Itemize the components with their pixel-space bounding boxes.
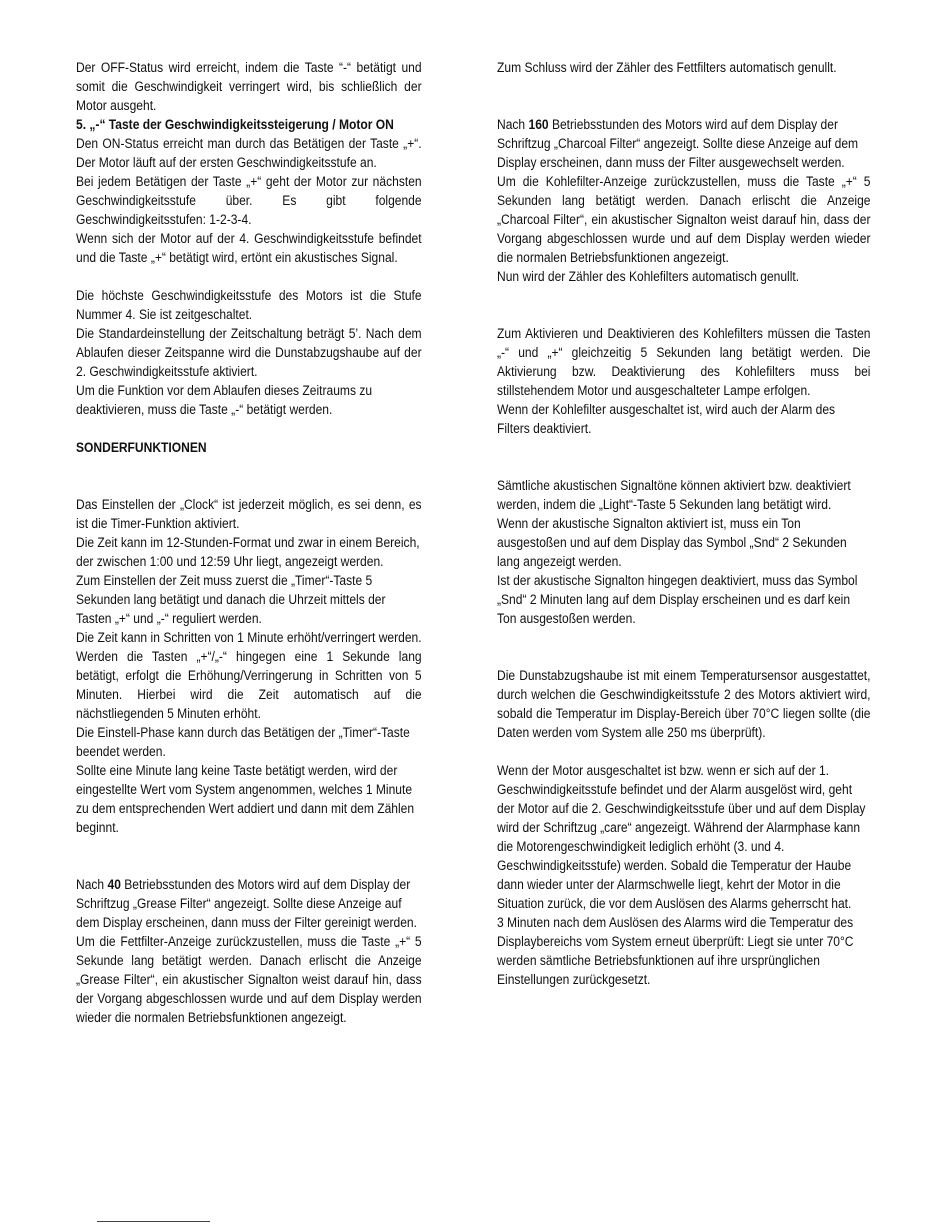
paragraph-grease-counter-reset: Zum Schluss wird der Zähler des Fettfilters automatisch genullt. [497, 60, 837, 75]
paragraph-alarm-recheck: 3 Minuten nach dem Auslösen des Alarms wird die Temperatur des Displaybereichs vom System erneut überprüft: Liegt sie unter 70°C werden sämtliche Betriebsfunktionen auf ihre ursprünglichen Einstellungen zurückgesetzt. [497, 915, 854, 987]
paragraph-charcoal-activation: Zum Aktivieren und Deaktivieren des Kohlefilters müssen die Tasten „-“ und „+“ gleichzeitig 5 Sekunden lang betätigt werden. Die Aktivierung bzw. Deaktivierung des Kohlefilters muss bei stillstehendem Motor und ausgeschalteter Lampe erfolgen. [497, 326, 871, 398]
paragraph-charcoal-counter-reset: Nun wird der Zähler des Kohlefilters automatisch genullt. [497, 269, 800, 284]
grease-rest: Betriebsstunden des Motors wird auf dem Display der Schriftzug „Grease Filter“ angezeigt. Sollte diese Anzeige auf dem Display erscheinen, dann muss der Filter gereinigt werden. [76, 877, 417, 930]
section-heading-special-functions: SONDERFUNKTIONEN [76, 440, 207, 455]
grease-lead: Nach [76, 877, 108, 892]
paragraph-speed-4-signal: Wenn sich der Motor auf der 4. Geschwindigkeitsstufe befindet und die Taste „+“ betätigt wird, ertönt ein akustisches Signal. [76, 231, 422, 265]
left-column [76, 58, 422, 1027]
paragraph-clock-setting: Das Einstellen der „Clock“ ist jederzeit möglich, es sei denn, es ist die Timer-Funktion aktiviert. [76, 497, 422, 531]
paragraph-clock-end: Die Einstell-Phase kann durch das Betätigen der „Timer“-Taste beendet werden. [76, 725, 410, 759]
paragraph-clock-timeout: Sollte eine Minute lang keine Taste betätigt werden, wird der eingestellte Wert vom System angenommen, welches 1 Minute zu dem entsprechenden Wert addiert und dann mit dem Zählen beginnt. [76, 763, 415, 835]
paragraph-deactivate-timer: Um die Funktion vor dem Ablaufen dieses Zeitraums zu deaktivieren, muss die Taste „-“ betätigt werden. [76, 383, 373, 417]
paragraph-charcoal-filter-alert [497, 115, 871, 172]
paragraph-speed-steps: Bei jedem Betätigen der Taste „+“ geht der Motor zur nächsten Geschwindigkeitsstufe über. Es gibt folgende Geschwindigkeitsstufen: 1-2-3-4. [76, 174, 422, 227]
grease-filter-hours: 40 [107, 877, 121, 892]
paragraph-grease-filter-alert [76, 875, 422, 932]
paragraph-timer-default: Die Standardeinstellung der Zeitschaltung beträgt 5’. Nach dem Ablaufen dieser Zeitspanne wird die Dunstabzugshaube auf der 2. Geschwindigkeitsstufe aktiviert. [76, 326, 422, 379]
charcoal-rest: Betriebsstunden des Motors wird auf dem Display der Schriftzug „Charcoal Filter“ angezeigt. Sollte diese Anzeige auf dem Display erscheinen, dann muss der Filter ausgewechselt werden. [497, 117, 859, 170]
paragraph-on-status: Den ON-Status erreicht man durch das Betätigen der Taste „+“. Der Motor läuft auf der ersten Geschwindigkeitsstufe an. [76, 136, 422, 170]
paragraph-off-status: Der OFF-Status wird erreicht, indem die Taste “-“ betätigt und somit die Geschwindigkeit verringert wird, bis schließlich der Motor ausgeht. [76, 60, 422, 113]
charcoal-filter-hours: 160 [528, 117, 549, 132]
paragraph-signal-tones: Sämtliche akustischen Signaltöne können aktiviert bzw. deaktiviert werden, indem die „Light“-Taste 5 Sekunden lang betätigt wird. [497, 478, 851, 512]
paragraph-grease-filter-reset: Um die Fettfilter-Anzeige zurückzustellen, muss die Taste „+“ 5 Sekunde lang betätigt werden. Danach erlischt die Anzeige „Grease Filter“, ein akustischer Signalton weist darauf hin, dass der Vorgang abgeschlossen wurde und auf dem Display werden wieder die normalen Betriebsfunktionen angezeigt. [76, 934, 422, 1025]
paragraph-highest-speed: Die höchste Geschwindigkeitsstufe des Motors ist die Stufe Nummer 4. Sie ist zeitgeschaltet. [76, 288, 422, 322]
footnote-rule [97, 1221, 210, 1222]
paragraph-signal-inactive: Ist der akustische Signalton hingegen deaktiviert, muss das Symbol „Snd“ 2 Minuten lang auf dem Display erscheinen und es darf kein Ton ausgestoßen werden. [497, 573, 858, 626]
charcoal-lead: Nach [497, 117, 529, 132]
paragraph-signal-active: Wenn der akustische Signalton aktiviert ist, muss ein Ton ausgestoßen und auf dem Display das Symbol „Snd“ 2 Sekunden lang angezeigt werden. [497, 516, 847, 569]
paragraph-clock-adjust: Zum Einstellen der Zeit muss zuerst die „Timer“-Taste 5 Sekunden lang betätigt und danach die Uhrzeit mittels der Tasten „+“ und „-“ reguliert werden. [76, 573, 386, 626]
paragraph-charcoal-filter-reset: Um die Kohlefilter-Anzeige zurückzustellen, muss die Taste „+“ 5 Sekunden lang betätigt werden. Danach erlischt die Anzeige „Charcoal Filter“, ein akustischer Signalton weist darauf hin, dass der Vorgang abgeschlossen wurde und auf dem Display werden wieder die normalen Betriebsfunktionen angezeigt. [497, 174, 871, 265]
paragraph-temperature-sensor: Die Dunstabzugshaube ist mit einem Temperatursensor ausgestattet, durch welchen die Geschwindigkeitsstufe 2 des Motors aktiviert wird, sobald die Temperatur im Display-Bereich über 70°C liegen sollte (die Daten werden vom System alle 250 ms überprüft). [497, 668, 871, 740]
paragraph-clock-format: Die Zeit kann im 12-Stunden-Format und zwar in einem Bereich, der zwischen 1:00 und 12:59 Uhr liegt, angezeigt werden. [76, 535, 420, 569]
right-column [497, 58, 871, 989]
paragraph-clock-steps: Die Zeit kann in Schritten von 1 Minute erhöht/verringert werden. Werden die Tasten „+“/„-“ hingegen eine 1 Sekunde lang betätigt, erfolgt die Erhöhung/Verringerung in Schritten von 5 Minuten. Hierbei wird die Zeit automatisch auf die nächstliegenden 5 Minuten erhöht. [76, 630, 422, 721]
paragraph-charcoal-alarm-off: Wenn der Kohlefilter ausgeschaltet ist, wird auch der Alarm des Filters deaktiviert. [497, 402, 836, 436]
section-heading-motor-on: 5. „-“ Taste der Geschwindigkeitssteigerung / Motor ON [76, 117, 394, 132]
paragraph-alarm-behavior: Wenn der Motor ausgeschaltet ist bzw. wenn er sich auf der 1. Geschwindigkeitsstufe befindet und der Alarm ausgelöst wird, geht der Motor auf die 2. Geschwindigkeitsstufe über und auf dem Display wird der Schriftzug „care“ angezeigt. Während der Alarmphase kann die Motorengeschwindigkeit lediglich erhöht (3. und 4. Geschwindigkeitsstufe) werden. Sobald die Temperatur der Haube dann wieder unter der Alarmschwelle liegt, kehrt der Motor in die Situation zurück, die vor dem Auslösen des Alarms geherrscht hat. [497, 763, 866, 911]
